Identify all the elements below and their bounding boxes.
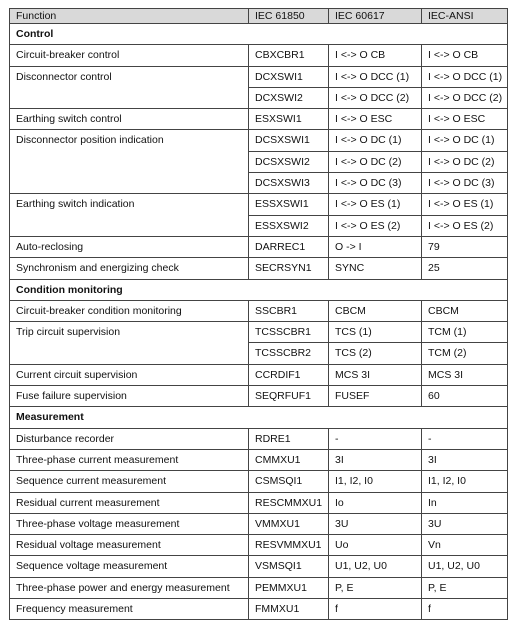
iec60617-cell: Io: [329, 492, 422, 513]
table-row: [10, 471, 508, 492]
table-row: [10, 556, 508, 577]
function-cell: Earthing switch indication: [10, 194, 249, 215]
iecansi-cell: 3U: [422, 513, 508, 534]
iec60617-cell: SYNC: [329, 258, 422, 279]
iec61850-cell: RDRE1: [249, 428, 329, 449]
table-row: [10, 577, 508, 598]
iec60617-cell: 3I: [329, 449, 422, 470]
iecansi-cell: I <-> O ES (2): [422, 215, 508, 236]
table-row: [10, 236, 508, 257]
table-row: [10, 364, 508, 385]
table-row: [10, 449, 508, 470]
table-row: [10, 300, 508, 321]
iecansi-cell: U1, U2, U0: [422, 556, 508, 577]
iecansi-cell: MCS 3I: [422, 364, 508, 385]
iec60617-cell: I <-> O CB: [329, 45, 422, 66]
function-cell: Disconnector control: [10, 66, 249, 87]
iec61850-cell: DCSXSWI1: [249, 130, 329, 151]
iec61850-cell: DARREC1: [249, 236, 329, 257]
function-cell: Three-phase current measurement: [10, 449, 249, 470]
iecansi-cell: I <-> O DCC (2): [422, 87, 508, 108]
iec60617-cell: O -> I: [329, 236, 422, 257]
iec60617-cell: I <-> O DC (1): [329, 130, 422, 151]
table-header: [10, 9, 508, 24]
iec60617-cell: FUSEF: [329, 386, 422, 407]
table-row: [10, 258, 508, 279]
iec61850-cell: SSCBR1: [249, 300, 329, 321]
function-cell: Three-phase power and energy measurement: [10, 577, 249, 598]
function-cell: Fuse failure supervision: [10, 386, 249, 407]
function-cell: [10, 343, 249, 364]
header-row: [10, 9, 508, 24]
iec61850-cell: VSMSQI1: [249, 556, 329, 577]
iec60617-cell: -: [329, 428, 422, 449]
table-row: [10, 428, 508, 449]
iec61850-cell: VMMXU1: [249, 513, 329, 534]
iec61850-cell: DCXSWI2: [249, 87, 329, 108]
section-title: Measurement: [10, 407, 508, 428]
iec60617-cell: I <-> O ES (1): [329, 194, 422, 215]
iec60617-cell: I <-> O DC (2): [329, 151, 422, 172]
iec61850-cell: CBXCBR1: [249, 45, 329, 66]
iecansi-cell: I <-> O DC (1): [422, 130, 508, 151]
iecansi-cell: I <-> O ES (1): [422, 194, 508, 215]
table-row: [10, 513, 508, 534]
iecansi-cell: 25: [422, 258, 508, 279]
iec60617-cell: TCS (1): [329, 322, 422, 343]
table-row: [10, 45, 508, 66]
iec61850-cell: ESSXSWI2: [249, 215, 329, 236]
function-table-page: [9, 8, 508, 620]
function-cell: Sequence voltage measurement: [10, 556, 249, 577]
header-iecansi: IEC-ANSI: [422, 9, 508, 24]
iecansi-cell: I <-> O DCC (1): [422, 66, 508, 87]
table-row: [10, 343, 508, 364]
table-row: [10, 194, 508, 215]
section-title: Control: [10, 24, 508, 45]
iecansi-cell: CBCM: [422, 300, 508, 321]
iec60617-cell: CBCM: [329, 300, 422, 321]
iecansi-cell: f: [422, 599, 508, 620]
iec60617-cell: f: [329, 599, 422, 620]
iec60617-cell: I <-> O DC (3): [329, 173, 422, 194]
table-row: [10, 109, 508, 130]
function-cell: Residual current measurement: [10, 492, 249, 513]
iecansi-cell: I1, I2, I0: [422, 471, 508, 492]
table-row: [10, 535, 508, 556]
function-cell: Sequence current measurement: [10, 471, 249, 492]
iecansi-cell: -: [422, 428, 508, 449]
iec61850-cell: RESVMMXU1: [249, 535, 329, 556]
iec61850-cell: PEMMXU1: [249, 577, 329, 598]
iec61850-cell: TCSSCBR1: [249, 322, 329, 343]
iec60617-cell: U1, U2, U0: [329, 556, 422, 577]
iec60617-cell: I <-> O DCC (1): [329, 66, 422, 87]
iecansi-cell: In: [422, 492, 508, 513]
function-cell: [10, 173, 249, 194]
iec61850-cell: CSMSQI1: [249, 471, 329, 492]
function-cell: [10, 215, 249, 236]
function-table: [9, 8, 508, 620]
iecansi-cell: I <-> O DC (3): [422, 173, 508, 194]
iecansi-cell: I <-> O CB: [422, 45, 508, 66]
iecansi-cell: 3I: [422, 449, 508, 470]
table-row: [10, 386, 508, 407]
iec61850-cell: SEQRFUF1: [249, 386, 329, 407]
function-cell: Disconnector position indication: [10, 130, 249, 151]
function-cell: Disturbance recorder: [10, 428, 249, 449]
iecansi-cell: 60: [422, 386, 508, 407]
table-row: [10, 173, 508, 194]
iec61850-cell: RESCMMXU1: [249, 492, 329, 513]
iec61850-cell: DCXSWI1: [249, 66, 329, 87]
iec61850-cell: CMMXU1: [249, 449, 329, 470]
table-body: [10, 24, 508, 620]
table-row: [10, 322, 508, 343]
header-iec61850: IEC 61850: [249, 9, 329, 24]
function-cell: [10, 151, 249, 172]
iec61850-cell: TCSSCBR2: [249, 343, 329, 364]
section-row: [10, 279, 508, 300]
iec60617-cell: I <-> O DCC (2): [329, 87, 422, 108]
iecansi-cell: TCM (1): [422, 322, 508, 343]
iec60617-cell: P, E: [329, 577, 422, 598]
section-row: [10, 24, 508, 45]
iec60617-cell: Uo: [329, 535, 422, 556]
iec61850-cell: FMMXU1: [249, 599, 329, 620]
function-cell: [10, 87, 249, 108]
iec61850-cell: SECRSYN1: [249, 258, 329, 279]
function-cell: Auto-reclosing: [10, 236, 249, 257]
function-cell: Earthing switch control: [10, 109, 249, 130]
iec60617-cell: I1, I2, I0: [329, 471, 422, 492]
header-function: Function: [10, 9, 249, 24]
iec61850-cell: ESXSWI1: [249, 109, 329, 130]
section-title: Condition monitoring: [10, 279, 508, 300]
iecansi-cell: P, E: [422, 577, 508, 598]
table-row: [10, 215, 508, 236]
function-cell: Circuit-breaker control: [10, 45, 249, 66]
iec61850-cell: DCSXSWI2: [249, 151, 329, 172]
iecansi-cell: I <-> O DC (2): [422, 151, 508, 172]
iec60617-cell: I <-> O ESC: [329, 109, 422, 130]
iec60617-cell: TCS (2): [329, 343, 422, 364]
iecansi-cell: Vn: [422, 535, 508, 556]
header-iec60617: IEC 60617: [329, 9, 422, 24]
iec60617-cell: 3U: [329, 513, 422, 534]
iec60617-cell: I <-> O ES (2): [329, 215, 422, 236]
iecansi-cell: TCM (2): [422, 343, 508, 364]
iec61850-cell: DCSXSWI3: [249, 173, 329, 194]
iec61850-cell: ESSXSWI1: [249, 194, 329, 215]
function-cell: Residual voltage measurement: [10, 535, 249, 556]
function-cell: Synchronism and energizing check: [10, 258, 249, 279]
table-row: [10, 599, 508, 620]
section-row: [10, 407, 508, 428]
table-row: [10, 87, 508, 108]
table-row: [10, 66, 508, 87]
function-cell: Current circuit supervision: [10, 364, 249, 385]
table-row: [10, 492, 508, 513]
iecansi-cell: 79: [422, 236, 508, 257]
function-cell: Frequency measurement: [10, 599, 249, 620]
iec60617-cell: MCS 3I: [329, 364, 422, 385]
iec61850-cell: CCRDIF1: [249, 364, 329, 385]
function-cell: Circuit-breaker condition monitoring: [10, 300, 249, 321]
function-cell: Three-phase voltage measurement: [10, 513, 249, 534]
table-row: [10, 151, 508, 172]
function-cell: Trip circuit supervision: [10, 322, 249, 343]
table-row: [10, 130, 508, 151]
iecansi-cell: I <-> O ESC: [422, 109, 508, 130]
